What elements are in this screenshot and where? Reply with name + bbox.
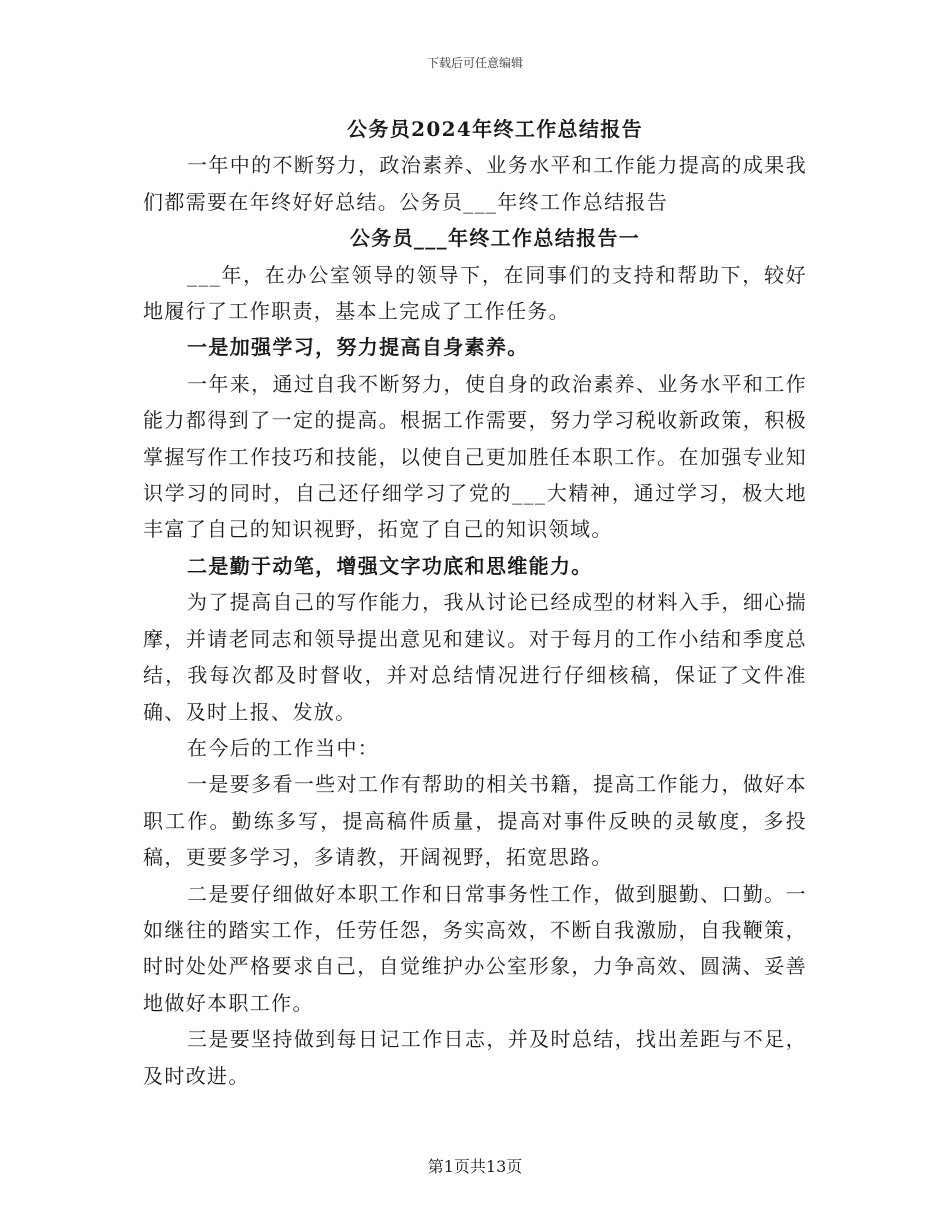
- document-title: 公务员2024年终工作总结报告: [347, 117, 643, 141]
- paragraph-2: 一年来，通过自我不断努力，使自身的政治素养、业务水平和工作能力都得到了一定的提高。根据工作需要，努力学习税收新政策，积极掌握写作工作技巧和技能，以使自己更加胜任本职工作。在加强专业知识学习的同时，自己还仔细学习了党的___大精神，通过学习，极大地丰富了自己的知识视野，拓宽了自己的知识领域。: [143, 371, 807, 542]
- paragraph-5: 一是要多看一些对工作有帮助的相关书籍，提高工作能力，做好本职工作。勤练多写，提高稿件质量，提高对事件反映的灵敏度，多投稿，更要多学习，多请教，开阔视野，拓宽思路。: [143, 772, 807, 870]
- paragraph-4: 在今后的工作当中：: [187, 735, 380, 760]
- paragraph-1: ___年，在办公室领导的领导下，在同事们的支持和帮助下，较好地履行了工作职责，基本上完成了工作任务。: [143, 262, 807, 324]
- page-footer: 第1页共13页: [427, 1157, 523, 1176]
- document-body: [143, 111, 807, 1094]
- paragraph-7: 三是要坚持做到每日记工作日志，并及时总结，找出差距与不足，及时改进。: [143, 1027, 807, 1088]
- intro-paragraph: 一年中的不断努力，政治素养、业务水平和工作能力提高的成果我们都需要在年终好好总结。公务员___年终工作总结报告: [143, 153, 807, 214]
- section-heading-1: 一是加强学习，努力提高自身素养。: [187, 335, 529, 360]
- paragraph-3: 为了提高自己的写作能力，我从讨论已经成型的材料入手，细心揣摩，并请老同志和领导提出意见和建议。对于每月的工作小结和季度总结，我每次都及时督收，并对总结情况进行仔细核稿，保证了文件准确、及时上报、发放。: [143, 590, 807, 724]
- paragraph-6: 二是要仔细做好本职工作和日常事务性工作，做到腿勤、口勤。一如继往的踏实工作，任劳任怨，务实高效，不断自我激励，自我鞭策，时时处处严格要求自己，自觉维护办公室形象，力争高效、圆满、妥善地做好本职工作。: [143, 881, 807, 1015]
- section-heading-2: 二是勤于动笔，增强文字功底和思维能力。: [187, 553, 593, 578]
- header-note: 下载后可任意编辑: [426, 56, 523, 70]
- section-subtitle: 公务员___年终工作总结报告一: [349, 226, 641, 251]
